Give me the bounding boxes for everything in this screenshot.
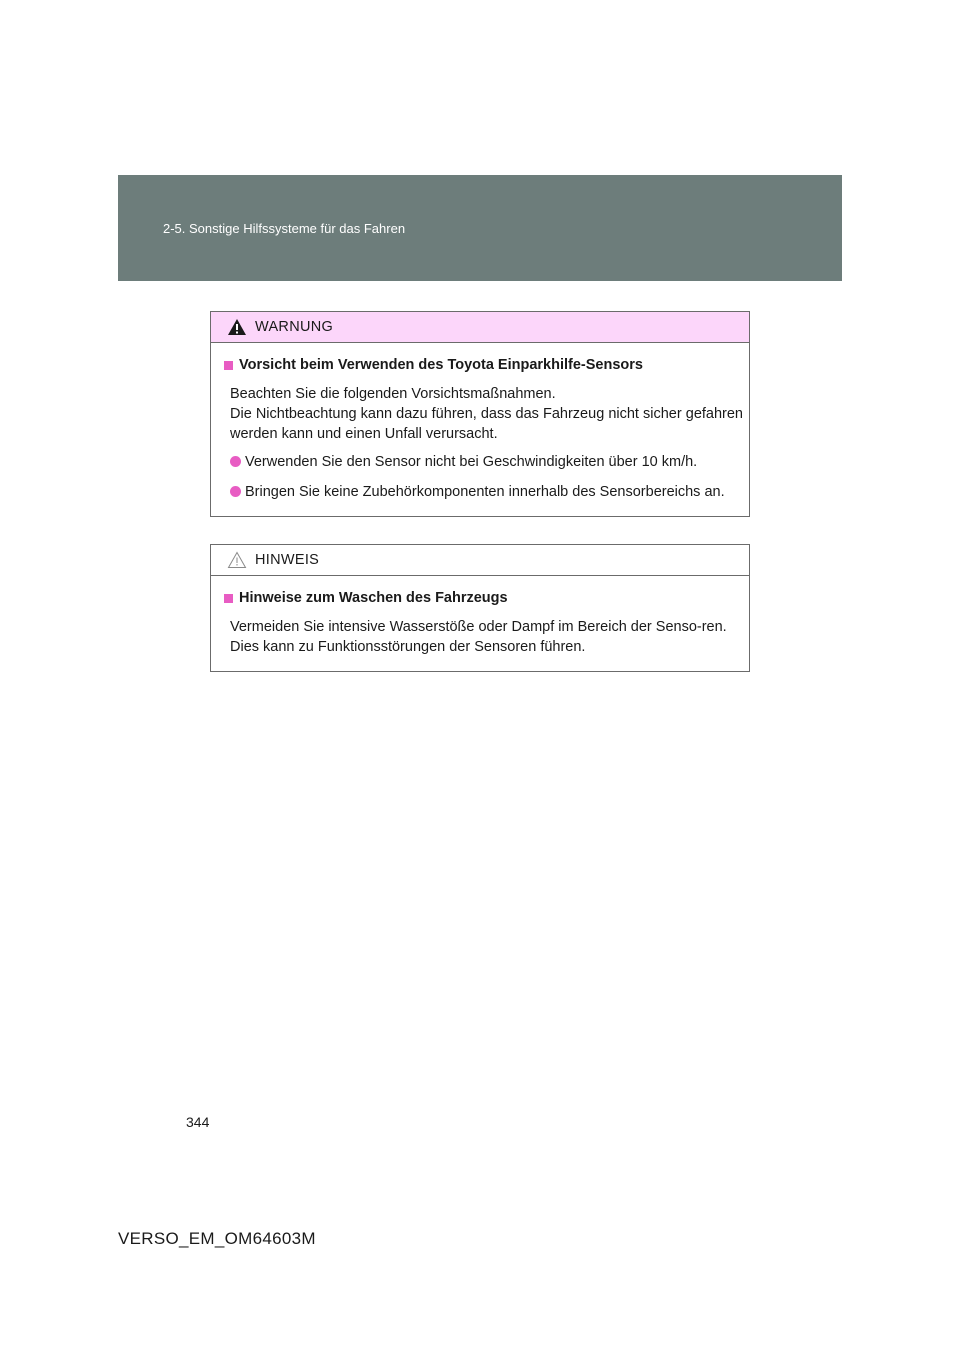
warning-section-title: Vorsicht beim Verwenden des Toyota Einparkhilfe-Sensors: [239, 357, 643, 373]
notice-section-title: Hinweise zum Waschen des Fahrzeugs: [239, 590, 508, 606]
warning-box: [210, 311, 750, 517]
square-bullet-icon: [224, 361, 233, 370]
document-code: VERSO_EM_OM64603M: [118, 1229, 316, 1248]
section-title: 2-5. Sonstige Hilfssysteme für das Fahren: [163, 221, 406, 236]
warning-bullet-text: Verwenden Sie den Sensor nicht bei Geschwindigkeiten über 10 km/h.: [245, 454, 698, 470]
warning-triangle-filled-icon: [227, 318, 247, 336]
notice-box-body: [211, 576, 749, 671]
warning-bullet-item: [230, 482, 743, 502]
page-number: 344: [186, 1114, 210, 1130]
square-bullet-icon: [224, 594, 233, 603]
warning-paragraph: Beachten Sie die folgenden Vorsichtsmaßnahmen.: [230, 386, 556, 402]
warning-label: WARNUNG: [255, 319, 334, 335]
notice-paragraph: Dies kann zu Funktionsstörungen der Sensoren führen.: [230, 639, 586, 655]
notice-section-heading: [224, 588, 743, 608]
notice-paragraph: Vermeiden Sie intensive Wasserstöße oder Dampf im Bereich der Senso-ren.: [230, 619, 727, 635]
warning-triangle-outline-icon: [227, 551, 247, 569]
section-header-band: [118, 175, 842, 281]
warning-box-body: [211, 343, 749, 516]
round-bullet-icon: [230, 486, 241, 497]
notice-label: HINWEIS: [255, 552, 320, 568]
notice-box-header: [211, 545, 749, 576]
round-bullet-icon: [230, 456, 241, 467]
warning-box-header: [211, 312, 749, 343]
notice-box: [210, 544, 750, 672]
warning-bullet-text: Bringen Sie keine Zubehörkomponenten innerhalb des Sensorbereichs an.: [245, 484, 725, 500]
warning-paragraph: Die Nichtbeachtung kann dazu führen, dass das Fahrzeug nicht sicher gefahren werden kann und einen Unfall verursacht.: [230, 406, 743, 442]
warning-bullet-item: [230, 452, 743, 472]
warning-section-heading: [224, 355, 743, 375]
